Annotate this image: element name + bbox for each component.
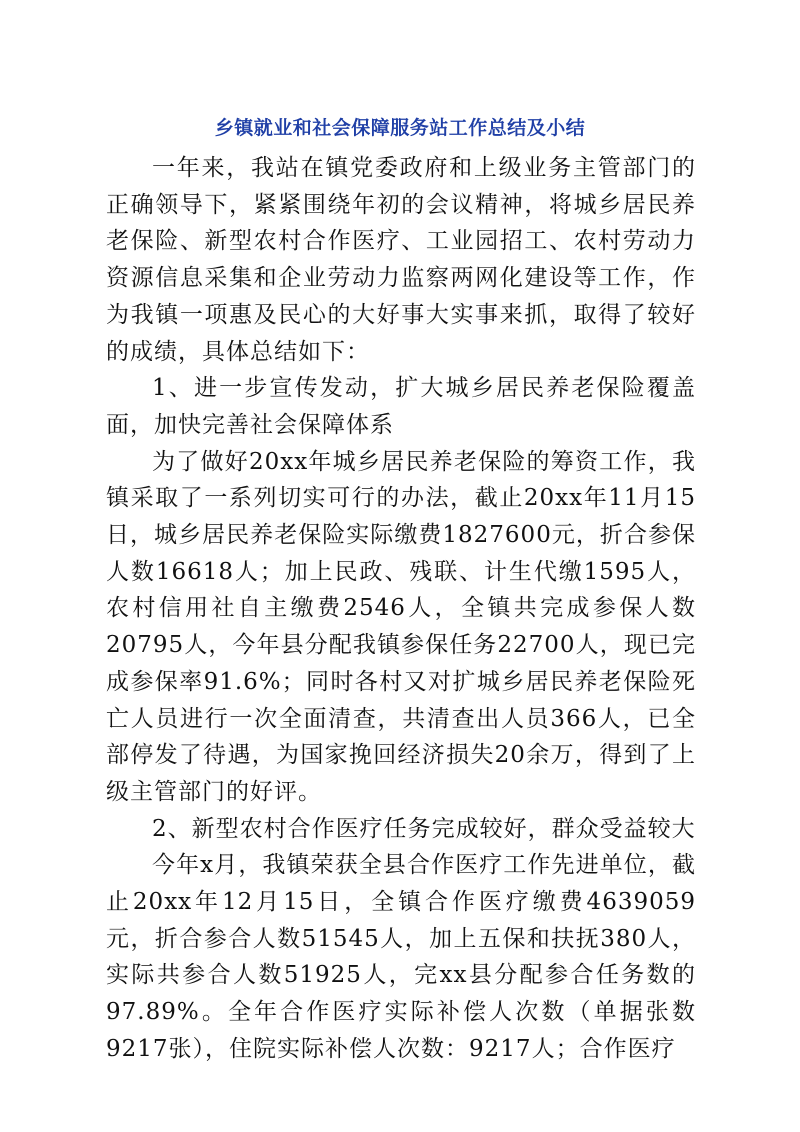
section-paragraph-1: 为了做好20xx年城乡居民养老保险的筹资工作，我镇采取了一系列切实可行的办法，截止20xx年11月15日，城乡居民养老保险实际缴费1827600元，折合参保人数16618人；加上民政、残联、计生代缴1595人，农村信用社自主缴费2546人，全镇共完成参保人数20795人，今年县分配我镇参保任务22700人，现已完成参保率91.6%；同时各村又对扩城乡居民养老保险死亡人员进行一次全面清查，共清查出人员366人，已全部停发了待遇，为国家挽回经济损失20余万，得到了上级主管部门的好评。 xyxy=(106,448,696,805)
section-paragraph-2: 今年x月，我镇荣获全县合作医疗工作先进单位，截止20xx年12月15日，全镇合作医疗缴费4639059元，折合参合人数51545人，加上五保和扶抚380人，实际共参合人数51925人，完xx县分配参合任务数的97.89%。全年合作医疗实际补偿人次数（单据张数9217张），住院实际补偿人次数：9217人；合作医疗 xyxy=(106,852,696,1062)
section-heading-2: 2、新型农村合作医疗任务完成较好，群众受益较大 xyxy=(152,815,696,842)
document-title: 乡镇就业和社会保障服务站工作总结及小结 xyxy=(214,117,586,139)
section-heading-1: 1、进一步宣传发动，扩大城乡居民养老保险覆盖面，加快完善社会保障体系 xyxy=(106,375,696,438)
document-body xyxy=(106,150,696,1068)
intro-paragraph: 一年来，我站在镇党委政府和上级业务主管部门的正确领导下，紧紧围绕年初的会议精神，将城乡居民养老保险、新型农村合作医疗、工业园招工、农村劳动力资源信息采集和企业劳动力监察两网化建设等工作，作为我镇一项惠及民心的大好事大实事来抓，取得了较好的成绩，具体总结如下： xyxy=(106,155,696,365)
